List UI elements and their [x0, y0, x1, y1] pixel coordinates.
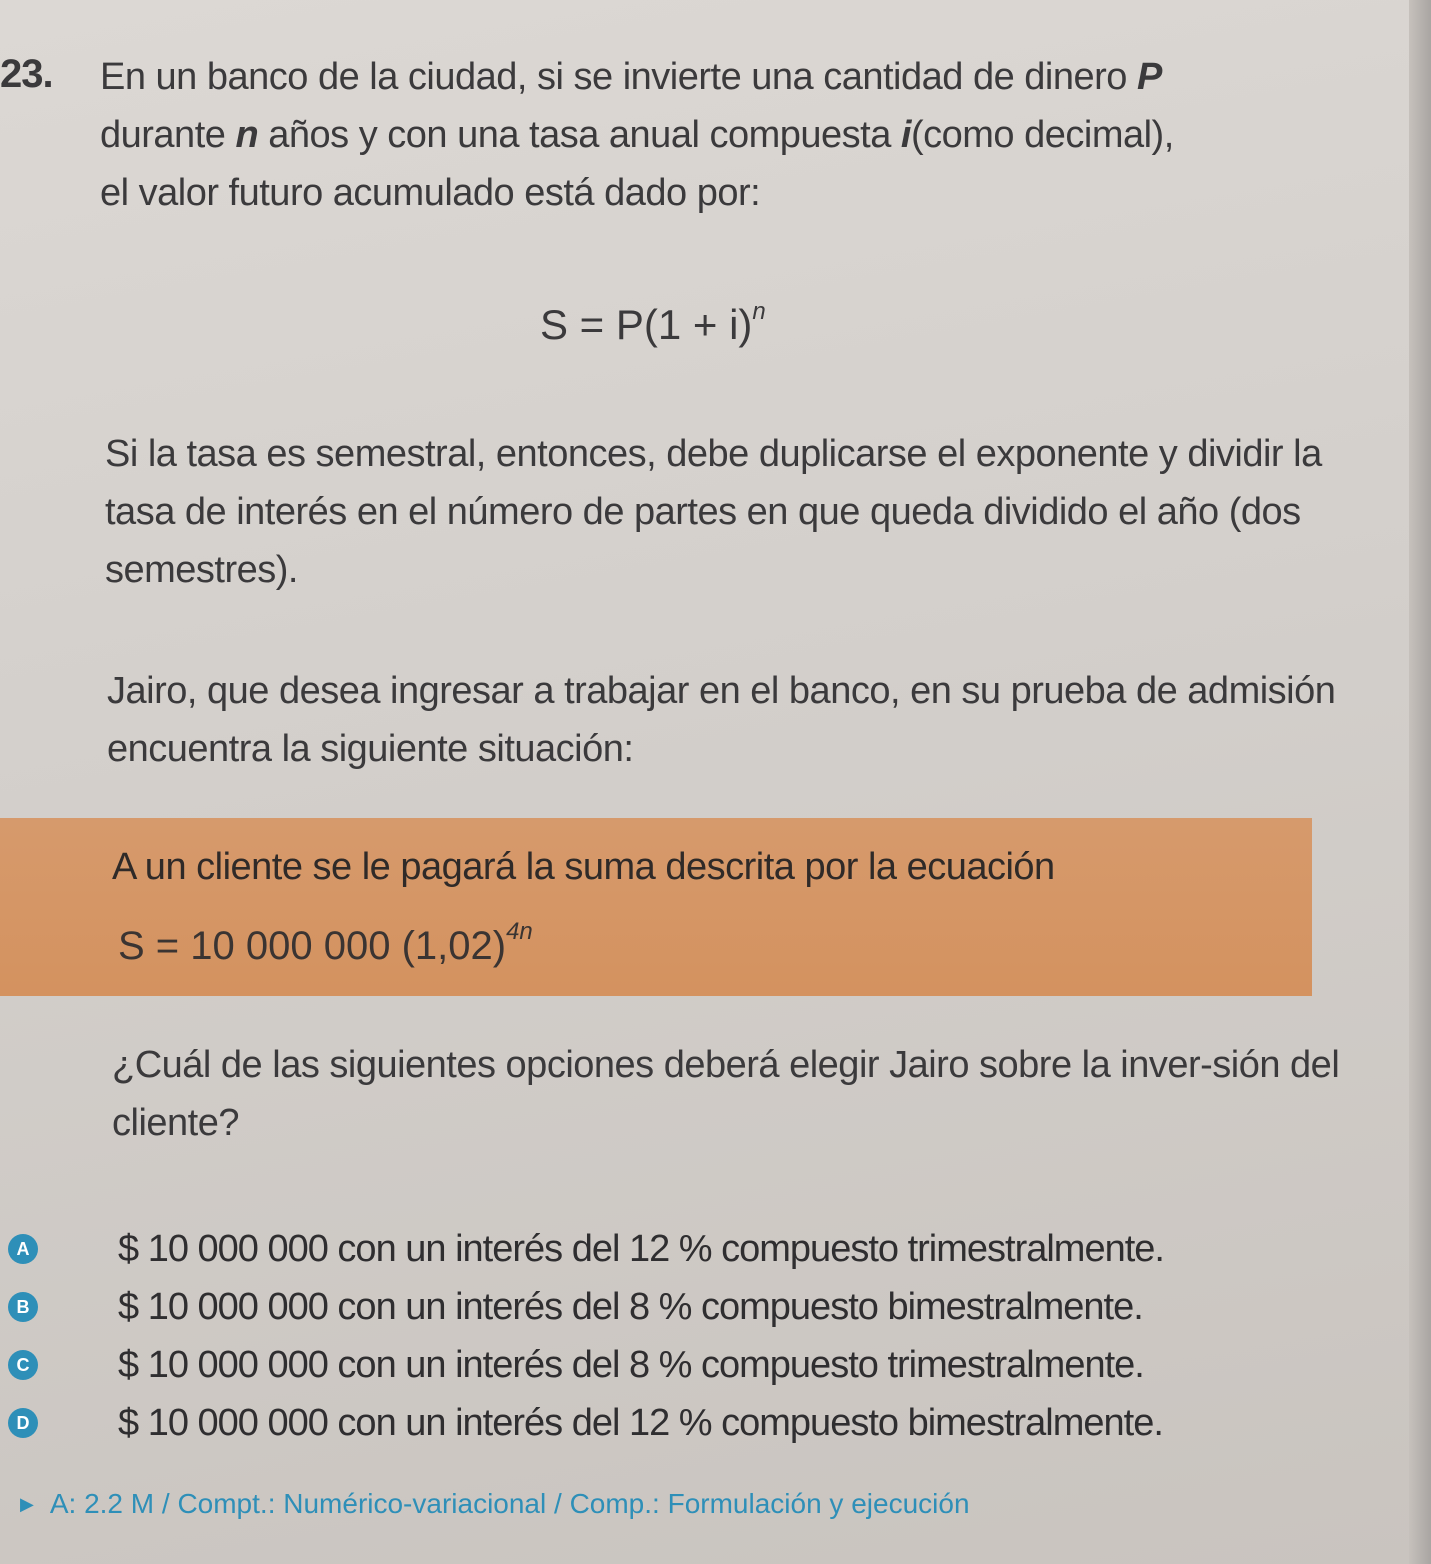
option-d[interactable] [0, 1394, 1360, 1452]
intro-text-2: durante [100, 114, 226, 156]
equation-base: S = 10 000 000 (1,02) [118, 924, 507, 968]
formula-base: S = P(1 + i) [540, 301, 753, 348]
arrow-right-icon: ▶ [20, 1493, 34, 1514]
option-c-badge[interactable]: C [8, 1350, 38, 1380]
question-intro [100, 48, 1340, 222]
footer-text: A: 2.2 M / Compt.: Numérico-variacional / Comp.: Formulación y ejecución [49, 1488, 970, 1519]
equation-exponent: 4n [506, 918, 533, 945]
situation-equation [118, 918, 533, 969]
page-edge [1409, 0, 1431, 1564]
situation-box [0, 818, 1312, 996]
option-c[interactable] [0, 1336, 1360, 1394]
situation-text: A un cliente se le pagará la suma descrita por la ecuación [112, 846, 1055, 888]
answer-options [0, 1220, 1360, 1452]
paragraph-jairo: Jairo, que desea ingresar a trabajar en el banco, en su prueba de admisión encuentra la siguiente situación: [107, 670, 1336, 770]
option-b-text: $ 10 000 000 con un interés del 8 % compuesto bimestralmente. [118, 1285, 1143, 1328]
option-c-text: $ 10 000 000 con un interés del 8 % compuesto trimestralmente. [118, 1343, 1144, 1386]
intro-text-1: En un banco de la ciudad, si se invierte una cantidad de dinero [100, 56, 1127, 98]
question-number: 23. [0, 52, 53, 96]
option-b[interactable] [0, 1278, 1360, 1336]
option-a[interactable] [0, 1220, 1360, 1278]
option-d-text: $ 10 000 000 con un interés del 12 % compuesto bimestralmente. [118, 1401, 1163, 1444]
option-a-badge[interactable]: A [8, 1234, 38, 1264]
variable-n: n [235, 114, 259, 156]
competency-footer [20, 1488, 970, 1520]
intro-text-3: años y con una tasa anual compuesta [268, 114, 891, 156]
intro-text-4: (como decimal), [910, 114, 1174, 156]
option-b-badge[interactable]: B [8, 1292, 38, 1322]
paragraph-semestral: Si la tasa es semestral, entonces, debe duplicarse el exponente y dividir la tasa de interés en el número de partes en que queda dividido el año (dos semestres). [105, 433, 1322, 591]
question-prompt: ¿Cuál de las siguientes opciones deberá elegir Jairo sobre la inver-sión del cliente? [112, 1044, 1340, 1144]
formula-exponent: n [752, 298, 766, 325]
option-d-badge[interactable]: D [8, 1408, 38, 1438]
intro-text-5: el valor futuro acumulado está dado por: [100, 172, 761, 214]
variable-p: P [1136, 56, 1162, 98]
variable-i: i [900, 114, 911, 156]
compound-interest-formula [540, 298, 766, 349]
option-a-text: $ 10 000 000 con un interés del 12 % compuesto trimestralmente. [118, 1227, 1164, 1270]
